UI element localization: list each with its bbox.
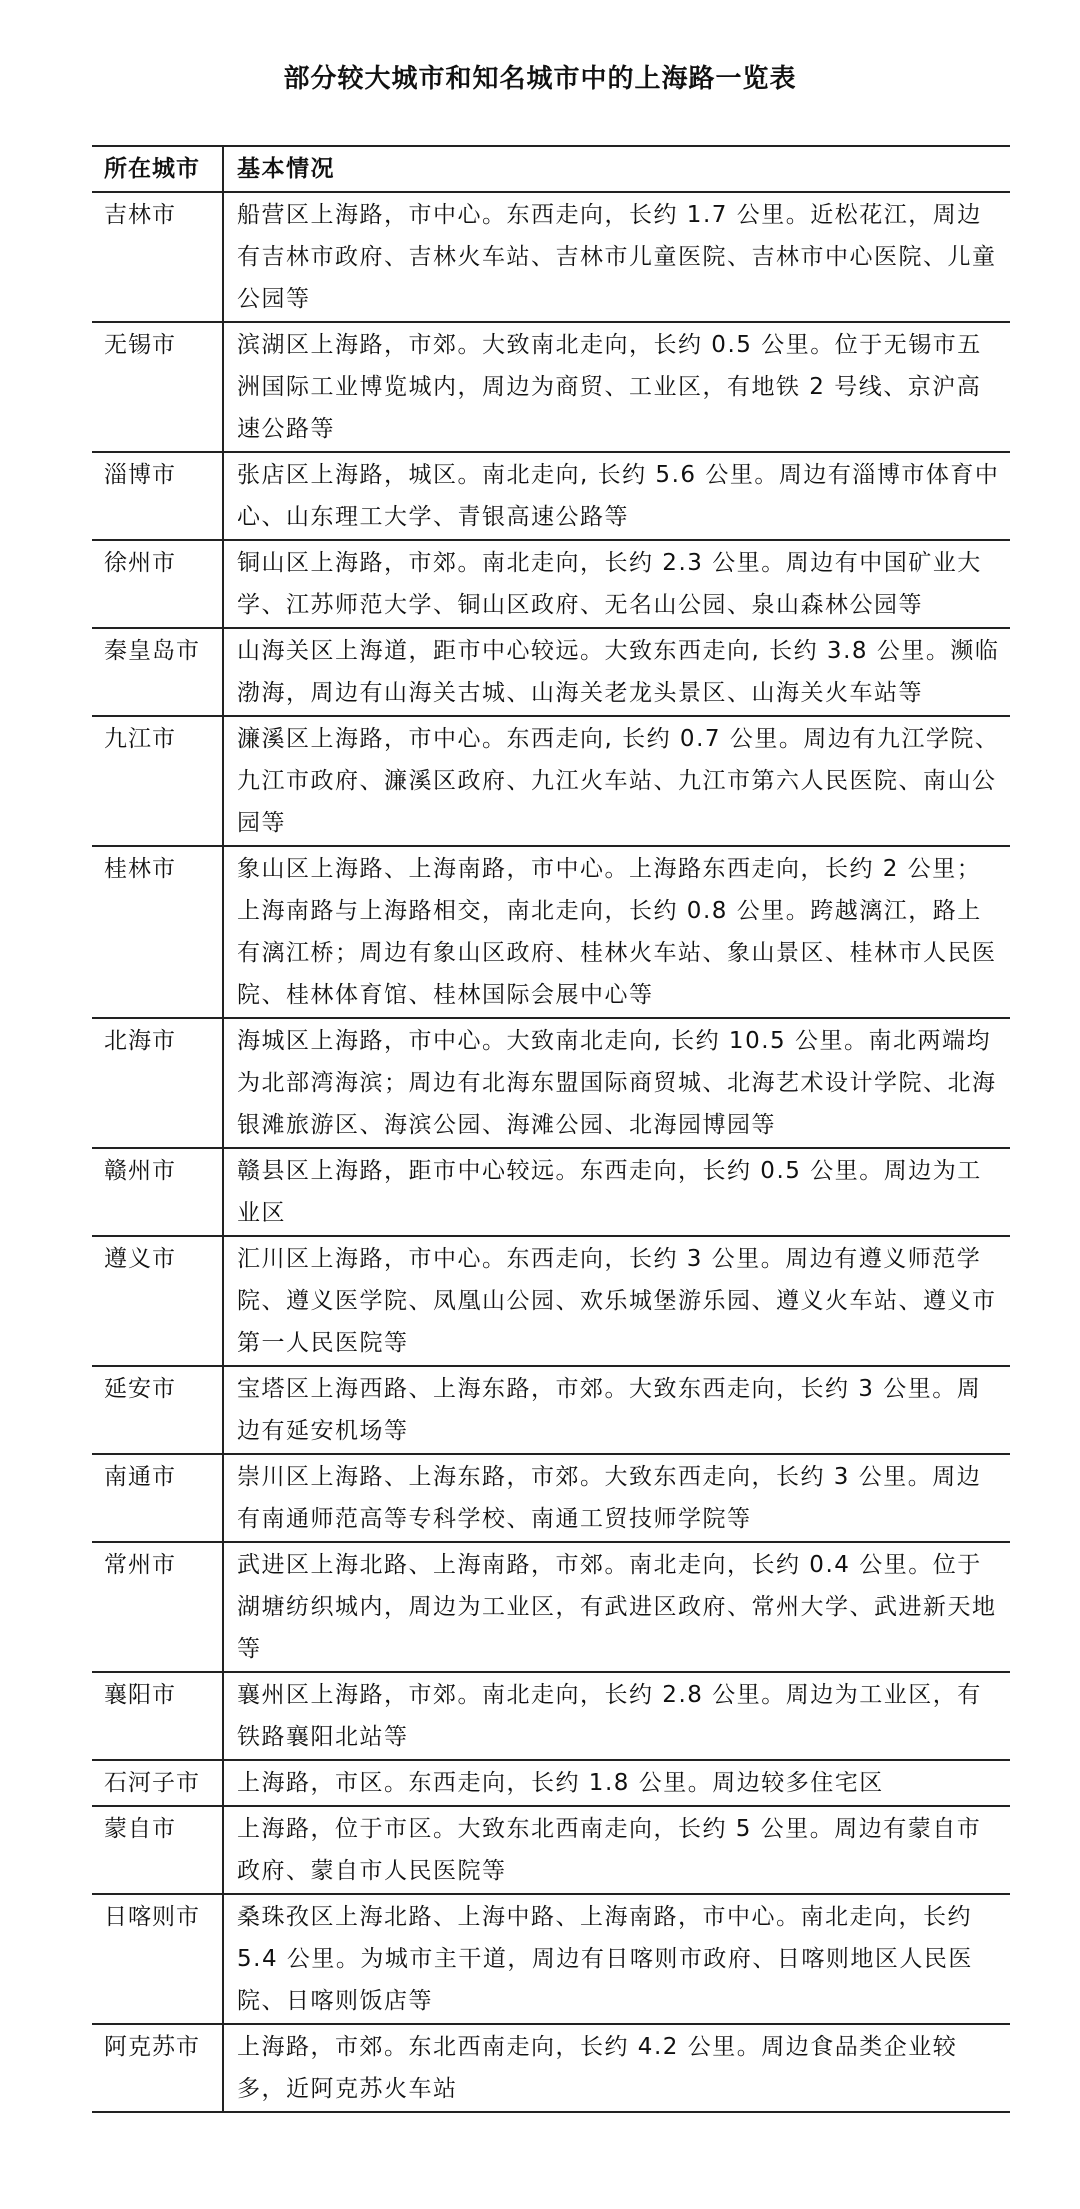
table-row [92, 1761, 1010, 1807]
desc-cell: 上海路，位于市区。大致东北西南走向，长约 5 公里。周边有蒙自市政府、蒙自市人民医院等 [237, 1816, 982, 1884]
table-row [92, 1237, 1010, 1367]
table-row [92, 541, 1010, 629]
table-row [92, 323, 1010, 453]
desc-cell: 铜山区上海路，市郊。南北走向，长约 2.3 公里。周边有中国矿业大学、江苏师范大学、铜山区政府、无名山公园、泉山森林公园等 [237, 550, 982, 618]
table-row [92, 1543, 1010, 1673]
city-cell: 遵义市 [92, 1237, 224, 1365]
desc-cell: 濂溪区上海路，市中心。东西走向, 长约 0.7 公里。周边有九江学院、九江市政府、濂溪区政府、九江火车站、九江市第六人民医院、南山公园等 [237, 726, 1000, 836]
table-header-row [92, 147, 1010, 193]
city-table [92, 145, 1010, 2113]
desc-cell: 滨湖区上海路，市郊。大致南北走向，长约 0.5 公里。位于无锡市五洲国际工业博览城内，周边为商贸、工业区，有地铁 2 号线、京沪高速公路等 [237, 332, 982, 442]
city-cell: 秦皇岛市 [92, 629, 224, 715]
table-row [92, 193, 1010, 323]
page-title: 部分较大城市和知名城市中的上海路一览表 [283, 64, 797, 94]
city-cell: 日喀则市 [92, 1895, 224, 2023]
table-row [92, 1019, 1010, 1149]
table-row [92, 453, 1010, 541]
desc-cell: 桑珠孜区上海北路、上海中路、上海南路，市中心。南北走向，长约 5.4 公里。为城市主干道，周边有日喀则市政府、日喀则地区人民医院、日喀则饭店等 [237, 1904, 973, 2014]
city-cell: 常州市 [92, 1543, 224, 1671]
header-desc: 基本情况 [237, 156, 335, 182]
city-cell: 吉林市 [92, 193, 224, 321]
desc-cell: 船营区上海路，市中心。东西走向，长约 1.7 公里。近松花江，周边有吉林市政府、吉林火车站、吉林市儿童医院、吉林市中心医院、儿童公园等 [237, 202, 997, 312]
city-cell: 蒙自市 [92, 1807, 224, 1893]
table-row [92, 629, 1010, 717]
city-cell: 淄博市 [92, 453, 224, 539]
desc-cell: 汇川区上海路，市中心。东西走向，长约 3 公里。周边有遵义师范学院、遵义医学院、凤凰山公园、欢乐城堡游乐园、遵义火车站、遵义市第一人民医院等 [237, 1246, 997, 1356]
desc-cell: 象山区上海路、上海南路，市中心。上海路东西走向，长约 2 公里；上海南路与上海路相交，南北走向，长约 0.8 公里。跨越漓江，路上有漓江桥；周边有象山区政府、桂林火车站、象山景区、桂林市人民医院、桂林体育馆、桂林国际会展中心等 [237, 856, 997, 1008]
desc-cell: 上海路，市区。东西走向，长约 1.8 公里。周边较多住宅区 [237, 1770, 884, 1796]
table-row [92, 1895, 1010, 2025]
desc-cell: 山海关区上海道，距市中心较远。大致东西走向, 长约 3.8 公里。濒临渤海，周边有山海关古城、山海关老龙头景区、山海关火车站等 [237, 638, 1000, 706]
desc-cell: 宝塔区上海西路、上海东路，市郊。大致东西走向，长约 3 公里。周边有延安机场等 [237, 1376, 982, 1444]
table-row [92, 847, 1010, 1019]
city-cell: 襄阳市 [92, 1673, 224, 1759]
table-row [92, 1455, 1010, 1543]
header-city: 所在城市 [92, 147, 224, 191]
table-row [92, 1673, 1010, 1761]
city-cell: 九江市 [92, 717, 224, 845]
city-cell: 延安市 [92, 1367, 224, 1453]
desc-cell: 上海路，市郊。东北西南走向，长约 4.2 公里。周边食品类企业较多，近阿克苏火车站 [237, 2034, 958, 2102]
desc-cell: 张店区上海路，城区。南北走向, 长约 5.6 公里。周边有淄博市体育中心、山东理工大学、青银高速公路等 [237, 462, 1000, 530]
city-cell: 阿克苏市 [92, 2025, 224, 2111]
table-row [92, 1149, 1010, 1237]
table-row [92, 717, 1010, 847]
city-cell: 桂林市 [92, 847, 224, 1017]
city-cell: 徐州市 [92, 541, 224, 627]
desc-cell: 襄州区上海路，市郊。南北走向，长约 2.8 公里。周边为工业区，有铁路襄阳北站等 [237, 1682, 982, 1750]
desc-cell: 武进区上海北路、上海南路，市郊。南北走向，长约 0.4 公里。位于湖塘纺织城内，周边为工业区，有武进区政府、常州大学、武进新天地等 [237, 1552, 997, 1662]
city-cell: 赣州市 [92, 1149, 224, 1235]
desc-cell: 赣县区上海路，距市中心较远。东西走向，长约 0.5 公里。周边为工业区 [237, 1158, 982, 1226]
city-cell: 北海市 [92, 1019, 224, 1147]
desc-cell: 崇川区上海路、上海东路，市郊。大致东西走向，长约 3 公里。周边有南通师范高等专科学校、南通工贸技师学院等 [237, 1464, 982, 1532]
table-row [92, 2025, 1010, 2113]
city-cell: 石河子市 [92, 1761, 224, 1805]
city-cell: 南通市 [92, 1455, 224, 1541]
city-cell: 无锡市 [92, 323, 224, 451]
desc-cell: 海城区上海路，市中心。大致南北走向, 长约 10.5 公里。南北两端均为北部湾海滨；周边有北海东盟国际商贸城、北海艺术设计学院、北海银滩旅游区、海滨公园、海滩公园、北海园博园等 [237, 1028, 997, 1138]
table-row [92, 1367, 1010, 1455]
table-row [92, 1807, 1010, 1895]
